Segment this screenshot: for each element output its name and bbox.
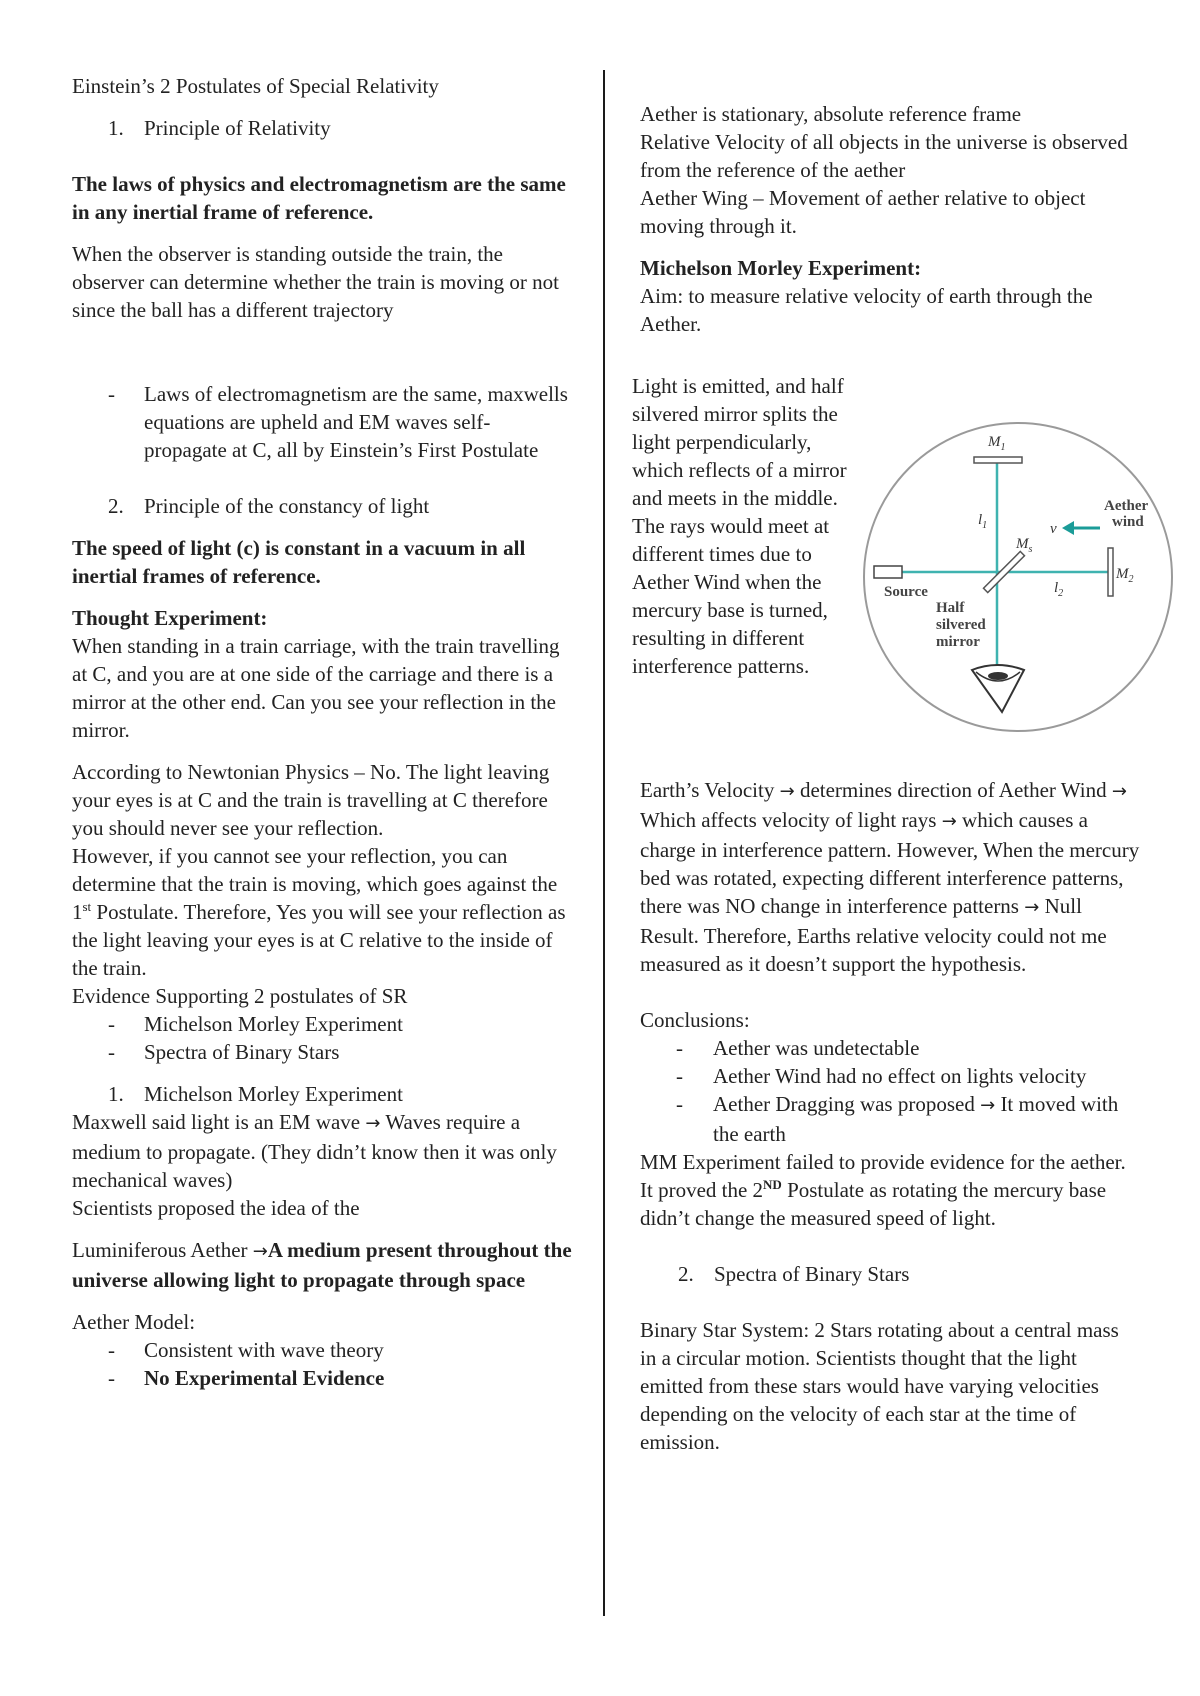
conclusion-2: - Aether Wind had no effect on lights velocity (676, 1064, 1087, 1088)
label-l2: $l_2$ (1054, 580, 1064, 599)
aether-model-item-1: - Consistent with wave theory (108, 1338, 384, 1362)
conclusion-3: - Aether Dragging was proposed → It moved with the earth (676, 1092, 1119, 1146)
mm-section-title: 1. Michelson Morley Experiment (108, 1082, 403, 1106)
arrow-icon: → (252, 1241, 268, 1262)
aether-line-1: Aether is stationary, absolute reference frame (640, 102, 1022, 126)
document-title: Einstein’s 2 Postulates of Special Relativity (72, 74, 439, 98)
mirror-m2 (1108, 548, 1113, 596)
conclusions-heading: Conclusions: (640, 1008, 750, 1032)
arrow-icon: → (980, 1095, 996, 1116)
list-number: 2. (108, 494, 124, 518)
aether-definition: Luminiferous Aether →A medium present throughout the universe allowing light to propagate through space (72, 1238, 572, 1292)
mm-heading: Michelson Morley Experiment: (640, 256, 922, 280)
observer-paragraph: When the observer is standing outside the train, the observer can determine whether the train is moving or not since the ball has a different trajectory (72, 242, 559, 322)
maxwell-paragraph: Maxwell said light is an EM wave → Waves require a medium to propagate. (They didn’t know then it was only mechanical waves) (72, 1110, 557, 1192)
label-source: Source (884, 584, 928, 600)
label-m2: $M_2$ (1116, 566, 1134, 585)
thought-experiment-text: When standing in a train carriage, with the train travelling at C, and you are at one side of the carriage and there is a mirror at the other end. Can you see your reflection in the mirror. (72, 634, 560, 742)
postulate-2 (72, 492, 572, 520)
mm-failed-paragraph: MM Experiment failed to provide evidence for the aether. It proved the 2ND Postulate as rotating the mercury base didn’t change the measured speed of light. (640, 1150, 1126, 1230)
label-silvered: silvered (936, 617, 986, 633)
aether-line-2: Relative Velocity of all objects in the universe is observed from the reference of the aether (640, 130, 1128, 182)
evidence-heading: Evidence Supporting 2 postulates of SR (72, 984, 408, 1008)
however-paragraph: However, if you cannot see your reflection, you can determine that the train is moving, which goes against the 1st Postulate. Therefore, Yes you will see your reflection as the light leaving your eyes is at C relative to the inside of the train. (72, 844, 566, 980)
arrow-icon: → (365, 1113, 381, 1134)
laws-bullet (72, 380, 572, 464)
arrow-icon: → (1024, 897, 1040, 918)
aether-model-heading: Aether Model: (72, 1310, 196, 1334)
light-emitted-paragraph: Light is emitted, and half silvered mirror splits the light perpendicularly, which reflects of a mirror and meets in the middle. The rays would meet at different times due to Aether Wind when the mercury base is turned, resulting in different interference patterns. (632, 374, 847, 678)
postulate-2-statement: The speed of light (c) is constant in a vacuum in all inertial frames of reference. (72, 536, 526, 588)
arrow-icon: → (941, 811, 957, 832)
binary-stars-paragraph: Binary Star System: 2 Stars rotating about a central mass in a circular motion. Scientists thought that the light emitted from these stars would have varying velocities depending on the velocity of each star at the time of emission. (640, 1318, 1119, 1454)
postulate-2-title: Principle of the constancy of light (144, 494, 430, 518)
earth-velocity-paragraph: Earth’s Velocity → determines direction of Aether Wind → Which affects velocity of light rays → which causes a charge in interference pattern. However, When the mercury bed was rotated, expecting different interference patterns, there was NO change in interference patterns → Null Result. Therefore, Earths relative velocity could not me measured as it doesn’t support the hypothesis. (640, 778, 1140, 976)
postulate-1-statement: The laws of physics and electromagnetism are the same in any inertial frame of reference. (72, 172, 566, 224)
label-aether-wind-1: Aether (1104, 498, 1149, 514)
evidence-item-1: - Michelson Morley Experiment (108, 1012, 403, 1036)
arrow-icon: → (1111, 781, 1127, 802)
right-column-bottom (640, 776, 1140, 1456)
label-aether-wind-2: wind (1112, 514, 1144, 530)
thought-experiment-heading: Thought Experiment: (72, 606, 268, 630)
michelson-morley-diagram (852, 420, 1182, 734)
label-v: v (1050, 521, 1057, 537)
light-source (874, 566, 902, 578)
postulate-1-title: Principle of Relativity (144, 116, 331, 140)
label-m1: $M_1$ (988, 434, 1006, 453)
label-half: Half (936, 600, 965, 616)
label-ms: $M_s$ (1016, 536, 1033, 555)
arrow-icon: → (779, 781, 795, 802)
laws-bullet-text: Laws of electromagnetism are the same, maxwells equations are upheld and EM waves self-propagate at C, all by Einstein’s First Postulate (144, 382, 568, 462)
scientists-text: Scientists proposed the idea of the (72, 1196, 360, 1220)
list-number: 1. (108, 116, 124, 140)
mirror-m1 (974, 457, 1022, 463)
aether-line-3: Aether Wing – Movement of aether relative to object moving through it. (640, 186, 1086, 238)
aim-text: Aim: to measure relative velocity of earth through the Aether. (640, 284, 1093, 336)
binary-stars-title: 2. Spectra of Binary Stars (678, 1262, 910, 1286)
postulate-1 (72, 114, 572, 142)
label-mirror: mirror (936, 634, 980, 650)
newtonian-paragraph: According to Newtonian Physics – No. The light leaving your eyes is at C and the train is travelling at C therefore you should never see your reflection. (72, 760, 550, 840)
right-column-top (640, 100, 1140, 338)
bullet-dash: - (108, 382, 115, 406)
column-divider (603, 70, 605, 1616)
label-l1: $l_1$ (978, 512, 988, 531)
evidence-item-2: - Spectra of Binary Stars (108, 1040, 340, 1064)
left-column (72, 72, 572, 1392)
aether-model-item-2: - No Experimental Evidence (108, 1366, 385, 1390)
conclusion-1: - Aether was undetectable (676, 1036, 920, 1060)
